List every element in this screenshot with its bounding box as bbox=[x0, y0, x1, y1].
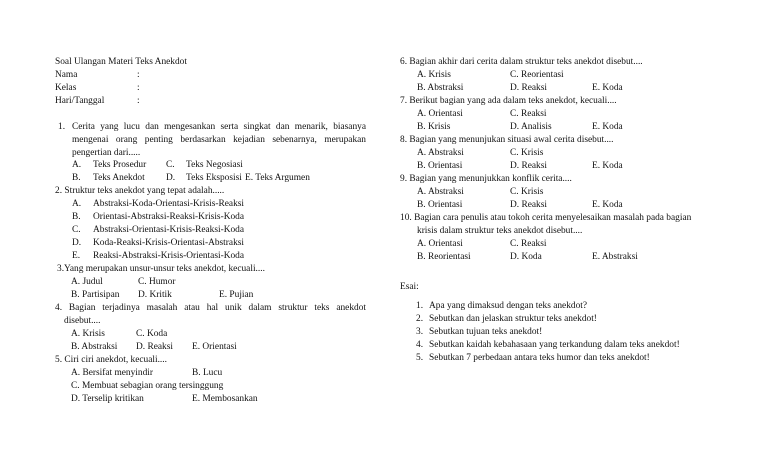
field-name-label: Nama bbox=[55, 70, 78, 80]
q7-option-b: B. Krisis bbox=[417, 122, 451, 132]
q1-option-e: E. Teks Argumen bbox=[245, 173, 310, 183]
q9-option-d: D. Reaksi bbox=[510, 200, 547, 210]
question-8-stem: 8. Bagian yang menunjukan situasi awal cerita disebut.... bbox=[400, 135, 614, 145]
essay-item-2: Sebutkan dan jelaskan struktur teks anekdot! bbox=[429, 314, 597, 324]
question-10-stem-line2: krisis dalam struktur teks anekdot disebut.... bbox=[417, 226, 583, 236]
q5-option-e: E. Membosankan bbox=[192, 394, 258, 404]
q5-option-d: D. Terselip kritikan bbox=[71, 394, 144, 404]
question-1-stem: Cerita yang lucu dan mengesankan serta singkat dan menarik, biasanya mengenai orang penting berdasarkan kejadian sebenarnya, merupakan pengertian dari..... bbox=[72, 122, 366, 158]
question-4-stem-line1: 4. Bagian terjadinya masalah atau hal unik dalam struktur teks anekdot bbox=[55, 303, 366, 313]
essay-title: Esai: bbox=[400, 282, 419, 292]
q4-option-c: C. Koda bbox=[136, 329, 168, 339]
q2-option-b: Orientasi-Abstraksi-Reaksi-Krisis-Koda bbox=[93, 212, 245, 222]
q2-option-d: Koda-Reaksi-Krisis-Orientasi-Abstraksi bbox=[93, 238, 245, 248]
q4-option-b: B. Abstraksi bbox=[71, 342, 118, 352]
essay-item-4: Sebutkan kaidah kebahasaan yang terkandung dalam teks anekdot! bbox=[429, 340, 680, 350]
q7-option-e: E. Koda bbox=[592, 122, 623, 132]
q2-option-b-letter: B. bbox=[72, 212, 81, 222]
q10-option-c: C. Reaksi bbox=[510, 239, 547, 249]
q10-option-d: D. Koda bbox=[510, 252, 542, 262]
q3-option-b: B. Partisipan bbox=[71, 290, 120, 300]
question-2-stem: 2. Struktur teks anekdot yang tepat adalah..... bbox=[55, 186, 225, 196]
q3-option-d: D. Kritik bbox=[138, 290, 172, 300]
q2-option-c: Abstraksi-Orientasi-Krisis-Reaksi-Koda bbox=[93, 225, 245, 235]
q1-option-c-letter: C. bbox=[166, 160, 175, 170]
q10-option-b: B. Reorientasi bbox=[417, 252, 471, 262]
q2-option-e: Reaksi-Abstraksi-Krisis-Orientasi-Koda bbox=[93, 251, 245, 261]
question-9-stem: 9. Bagian yang menunjukkan konflik cerita.... bbox=[400, 174, 572, 184]
essay-item-3-number: 3. bbox=[416, 327, 424, 337]
question-5-stem: 5. Ciri ciri anekdot, kecuali.... bbox=[55, 355, 167, 365]
q1-option-a-letter: A. bbox=[72, 160, 82, 170]
question-6-stem: 6. Bagian akhir dari cerita dalam struktur teks anekdot disebut.... bbox=[400, 57, 643, 67]
q5-option-c: C. Membuat sebagian orang tersinggung bbox=[71, 381, 224, 391]
essay-item-1-number: 1. bbox=[416, 301, 424, 311]
q1-option-b-letter: B. bbox=[72, 173, 81, 183]
q8-option-e: E. Koda bbox=[592, 161, 623, 171]
q3-option-a: A. Judul bbox=[71, 277, 103, 287]
field-class-colon: : bbox=[137, 83, 140, 93]
q8-option-a: A. Abstraksi bbox=[417, 148, 464, 158]
question-7-stem: 7. Berikut bagian yang ada dalam teks anekdot, kecuali.... bbox=[400, 96, 617, 106]
q9-option-c: C. Krisis bbox=[510, 187, 544, 197]
question-10-stem-line1: 10. Bagian cara penulis atau tokoh cerita menyelesaikan masalah pada bagian bbox=[400, 213, 692, 223]
q10-option-e: E. Abstraksi bbox=[592, 252, 638, 262]
q6-option-c: C. Reorientasi bbox=[510, 70, 564, 80]
q6-option-b: B. Abstraksi bbox=[417, 83, 464, 93]
field-name-colon: : bbox=[137, 70, 140, 80]
q9-option-a: A. Abstraksi bbox=[417, 187, 464, 197]
q4-option-d: D. Reaksi bbox=[136, 342, 173, 352]
worksheet-title: Soal Ulangan Materi Teks Anekdot bbox=[55, 57, 187, 67]
q6-option-e: E. Koda bbox=[592, 83, 623, 93]
q3-option-e: E. Pujian bbox=[219, 290, 254, 300]
q7-option-a: A. Orientasi bbox=[417, 109, 463, 119]
question-1-number: 1. bbox=[58, 122, 66, 132]
q5-option-a: A. Bersifat menyindir bbox=[71, 368, 154, 378]
q2-option-a: Abstraksi-Koda-Orientasi-Krisis-Reaksi bbox=[93, 199, 245, 209]
essay-item-3: Sebutkan tujuan teks anekdot! bbox=[429, 327, 543, 337]
question-4-stem-line2: disebut.... bbox=[64, 316, 101, 326]
essay-item-4-number: 4. bbox=[416, 340, 424, 350]
q8-option-c: C. Krisis bbox=[510, 148, 544, 158]
q2-option-c-letter: C. bbox=[72, 225, 81, 235]
q1-option-a: Teks Prosedur bbox=[93, 160, 147, 170]
essay-item-5-number: 5. bbox=[416, 353, 424, 363]
q9-option-e: E. Koda bbox=[592, 200, 623, 210]
q8-option-d: D. Reaksi bbox=[510, 161, 547, 171]
q4-option-a: A. Krisis bbox=[71, 329, 105, 339]
q2-option-a-letter: A. bbox=[72, 199, 82, 209]
q7-option-c: C. Reaksi bbox=[510, 109, 547, 119]
q1-option-c: Teks Negosiasi bbox=[186, 160, 243, 170]
q7-option-d: D. Analisis bbox=[510, 122, 552, 132]
q4-option-e: E. Orientasi bbox=[192, 342, 237, 352]
q2-option-e-letter: E. bbox=[72, 251, 81, 261]
q1-option-b: Teks Anekdot bbox=[93, 173, 145, 183]
field-date-label: Hari/Tanggal bbox=[55, 96, 105, 106]
essay-item-2-number: 2. bbox=[416, 314, 424, 324]
field-date-colon: : bbox=[137, 96, 140, 106]
essay-item-5: Sebutkan 7 perbedaan antara teks humor dan teks anekdot! bbox=[429, 353, 650, 363]
q5-option-b: B. Lucu bbox=[192, 368, 223, 378]
q9-option-b: B. Orientasi bbox=[417, 200, 463, 210]
q2-option-d-letter: D. bbox=[72, 238, 82, 248]
q8-option-b: B. Orientasi bbox=[417, 161, 463, 171]
question-3-stem: 3.Yang merupakan unsur-unsur teks anekdot, kecuali.... bbox=[57, 264, 265, 274]
q1-option-d: Teks Eksposisi bbox=[186, 173, 242, 183]
q6-option-d: D. Reaksi bbox=[510, 83, 547, 93]
q6-option-a: A. Krisis bbox=[417, 70, 451, 80]
q10-option-a: A. Orientasi bbox=[417, 239, 463, 249]
field-class-label: Kelas bbox=[55, 83, 77, 93]
q1-option-d-letter: D. bbox=[166, 173, 176, 183]
essay-item-1: Apa yang dimaksud dengan teks anekdot? bbox=[429, 301, 588, 311]
q3-option-c: C. Humor bbox=[138, 277, 176, 287]
